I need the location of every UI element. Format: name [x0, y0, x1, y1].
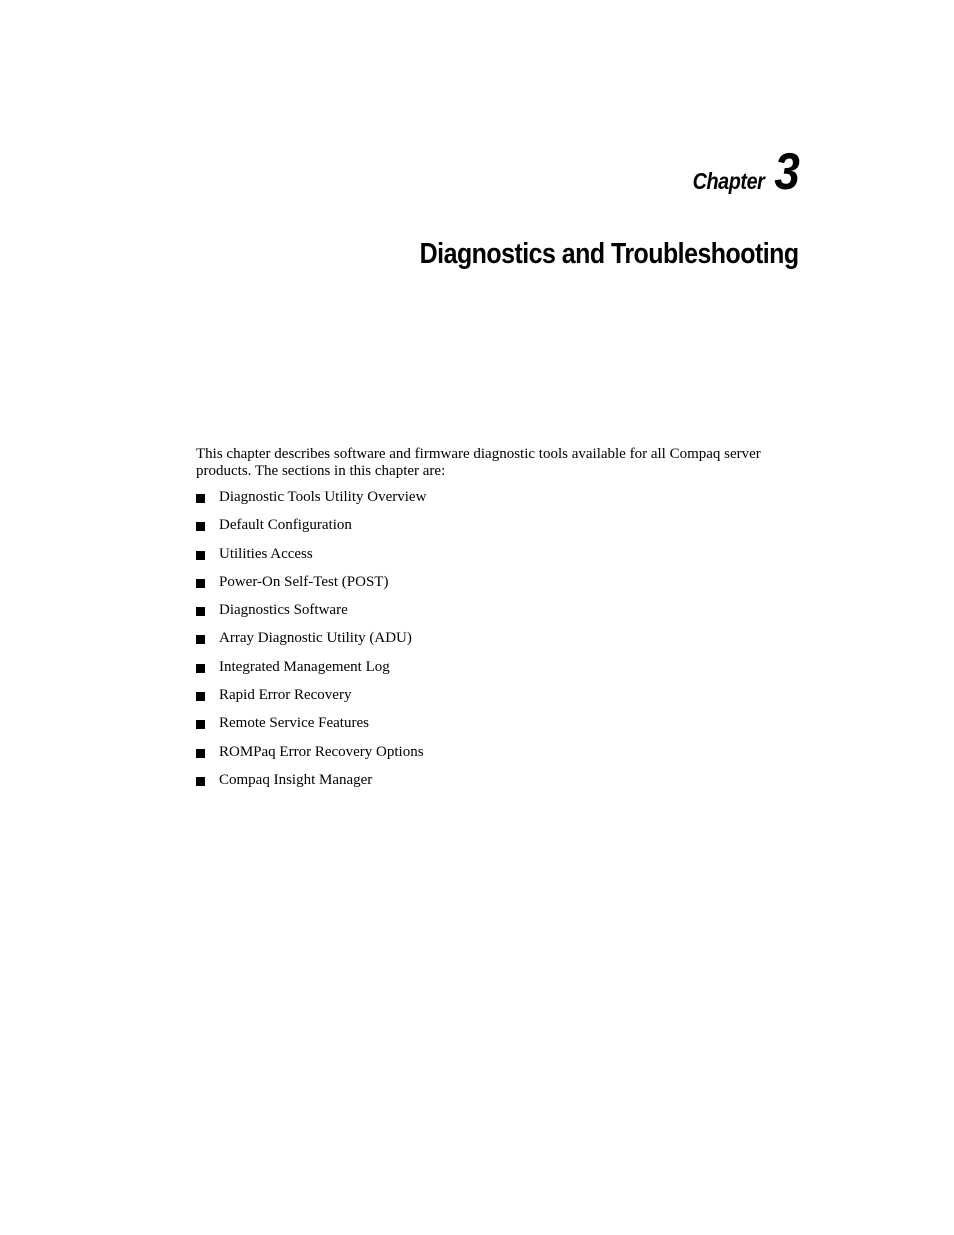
list-item-text: Power-On Self-Test (POST) — [219, 573, 389, 590]
square-bullet-icon — [196, 749, 205, 758]
list-item — [196, 715, 426, 743]
list-item-text: Diagnostics Software — [219, 602, 348, 619]
list-item — [196, 687, 426, 715]
list-item-text: Diagnostic Tools Utility Overview — [219, 489, 427, 505]
chapter-label: Chapter — [692, 168, 765, 194]
list-item-text: Compaq Insight Manager — [219, 771, 373, 788]
list-item-text: Integrated Management Log — [219, 658, 390, 675]
chapter-title: Diagnostics and Troubleshooting — [420, 238, 799, 270]
list-item-text: ROMPaq Error Recovery Options — [219, 743, 424, 760]
list-item — [196, 517, 426, 545]
list-item-text: Default Configuration — [219, 517, 352, 534]
square-bullet-icon — [196, 720, 205, 729]
chapter-heading — [681, 143, 799, 201]
square-bullet-icon — [196, 494, 205, 503]
list-item — [196, 489, 426, 517]
list-item — [196, 602, 426, 630]
square-bullet-icon — [196, 692, 205, 701]
square-bullet-icon — [196, 579, 205, 588]
square-bullet-icon — [196, 635, 205, 644]
square-bullet-icon — [196, 607, 205, 616]
intro-paragraph: This chapter describes software and firmware diagnostic tools available for all Compaq server products. The sections in this chapter are: — [196, 446, 761, 479]
square-bullet-icon — [196, 522, 205, 531]
list-item — [196, 744, 426, 772]
list-item-text: Remote Service Features — [219, 715, 369, 732]
list-item-text: Utilities Access — [219, 545, 313, 562]
square-bullet-icon — [196, 664, 205, 673]
list-item — [196, 772, 426, 800]
list-item — [196, 546, 426, 574]
list-item-text: Rapid Error Recovery — [219, 687, 352, 704]
list-item — [196, 659, 426, 687]
section-list — [196, 489, 426, 800]
list-item — [196, 574, 426, 602]
chapter-number: 3 — [773, 143, 799, 201]
square-bullet-icon — [196, 777, 205, 786]
list-item — [196, 630, 426, 658]
square-bullet-icon — [196, 551, 205, 560]
list-item-text: Array Diagnostic Utility (ADU) — [219, 630, 412, 647]
